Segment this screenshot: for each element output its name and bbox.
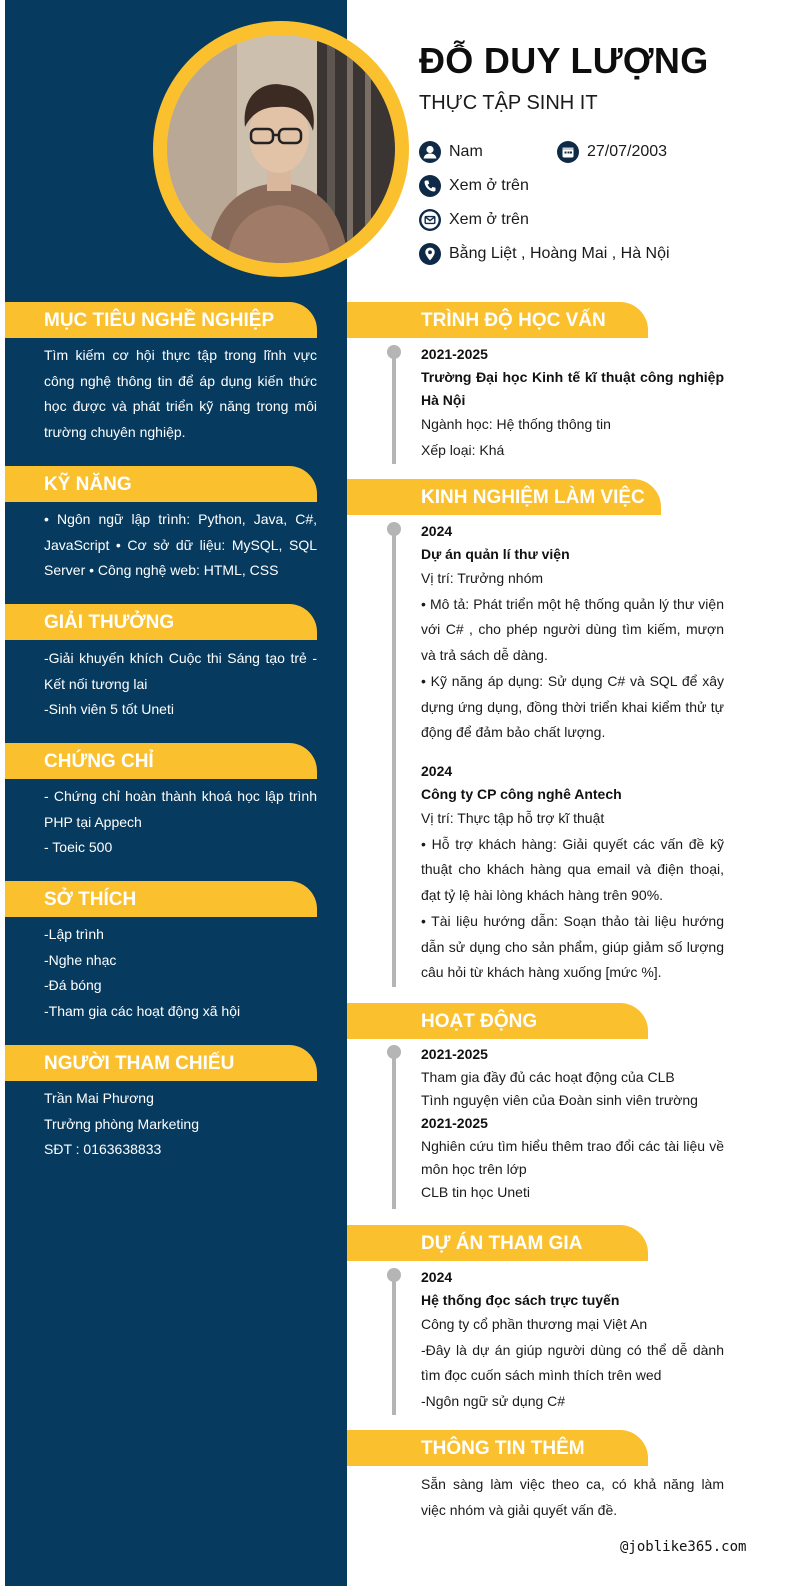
timeline-dot (387, 522, 401, 536)
objective-heading (5, 302, 317, 338)
project-year: 2024 (421, 1269, 453, 1285)
projects-heading-text: DỰ ÁN THAM GIA (421, 1233, 583, 1254)
education-heading-text: TRÌNH ĐỘ HỌC VẤN (421, 310, 606, 331)
timeline-dot (387, 1045, 401, 1059)
extra-text: Sẵn sàng làm việc theo ca, có khả năng làm việc nhóm và giải quyết vấn đề. (421, 1476, 724, 1518)
education-rank: Xếp loại: Khá (421, 441, 505, 458)
experience-description: • Mô tả: Phát triển một hệ thống quản lý thư viện với C# , cho phép người dùng tìm kiếm, mượn và trả sách dễ dàng. (421, 595, 724, 664)
project-name: Hệ thống đọc sách trực tuyến (421, 1292, 620, 1308)
certificates-heading (5, 743, 317, 779)
hobby-item: -Nghe nhạc (44, 951, 117, 968)
activity-period: 2021-2025 (421, 1046, 488, 1062)
award-item: -Sinh viên 5 tốt Uneti (44, 701, 174, 718)
activity-item: Nghiên cứu tìm hiểu thêm trao đổi các tài liệu về môn học trên lớp (421, 1138, 724, 1177)
certificate-item: - Toeic 500 (44, 839, 113, 856)
objective-text: Tìm kiếm cơ hội thực tập trong lĩnh vực công nghệ thông tin để áp dụng kiến thức học được và phát triển kỹ năng trong môi trường chuyên nghiệp. (44, 347, 317, 441)
projects-timeline (392, 1275, 396, 1415)
phone-icon (419, 175, 441, 197)
certificates-heading-text: CHỨNG CHỈ (44, 751, 154, 772)
address-row (419, 243, 670, 265)
experience-heading-text: KINH NGHIỆM LÀM VIỆC (421, 487, 645, 508)
activities-heading (347, 1003, 648, 1039)
hobby-item: -Đá bóng (44, 977, 102, 994)
award-item: -Giải khuyến khích Cuộc thi Sáng tạo trẻ - Kết nối tương lai (44, 650, 317, 692)
awards-heading-text: GIẢI THƯỞNG (44, 612, 175, 633)
certificate-item: - Chứng chỉ hoàn thành khoá học lập trình PHP tại Appech (44, 788, 317, 830)
extra-heading (347, 1430, 648, 1466)
project-company: Công ty cổ phần thương mại Việt An (421, 1316, 648, 1332)
skills-body (44, 507, 317, 584)
reference-title: Trưởng phòng Marketing (44, 1115, 199, 1132)
extra-body (421, 1472, 724, 1523)
gender-row (419, 141, 483, 163)
extra-heading-text: THÔNG TIN THÊM (421, 1438, 585, 1459)
gender-value: Nam (449, 143, 483, 160)
education-school: Trường Đại học Kinh tế kĩ thuật công nghiệp Hà Nội (421, 369, 724, 408)
hobbies-heading-text: SỞ THÍCH (44, 889, 137, 910)
projects-body (421, 1266, 724, 1415)
activities-heading-text: HOẠT ĐỘNG (421, 1011, 538, 1032)
hobby-item: -Tham gia các hoạt động xã hội (44, 1003, 241, 1020)
education-timeline (392, 352, 396, 464)
avatar-photo (167, 35, 395, 263)
experience-position: Vị trí: Trưởng nhóm (421, 570, 544, 586)
references-heading (5, 1045, 317, 1081)
project-description: -Đây là dự án giúp người dùng có thể dễ dành tìm đọc cuốn sách mình thích trên wed (421, 1341, 724, 1384)
email-value: Xem ở trên (449, 211, 529, 228)
activity-period: 2021-2025 (421, 1115, 488, 1131)
experience-name: Công ty CP công nghê Antech (421, 786, 622, 802)
project-language: -Ngôn ngữ sử dụng C# (421, 1393, 566, 1410)
experience-year: 2024 (421, 523, 453, 539)
experience-skills: • Kỹ năng áp dụng: Sử dụng C# và SQL để xây dựng ứng dụng, đồng thời triển khai kiểm thử tự động để đảm bảo chất lượng. (421, 672, 724, 741)
phone-value: Xem ở trên (449, 177, 529, 194)
mail-icon (419, 209, 441, 231)
references-heading-text: NGƯỜI THAM CHIẾU (44, 1053, 235, 1074)
activity-item: Tham gia đầy đủ các hoạt động của CLB (421, 1069, 675, 1085)
user-icon (419, 141, 441, 163)
footer-watermark: @joblike365.com (620, 1539, 747, 1555)
experience-year: 2024 (421, 763, 453, 779)
experience-item-2 (421, 760, 724, 986)
timeline-dot (387, 345, 401, 359)
hobbies-heading (5, 881, 317, 917)
education-body (421, 343, 724, 463)
experience-name: Dự án quản lí thư viện (421, 546, 570, 562)
experience-position: Vị trí: Thực tập hỗ trợ kĩ thuật (421, 810, 605, 826)
objective-heading-text: MỤC TIÊU NGHỀ NGHIỆP (44, 310, 275, 331)
experience-description: • Hỗ trợ khách hàng: Giải quyết các vấn đề kỹ thuật cho khách hàng qua email và điện thoại, đạt tỷ lệ hài lòng khách hàng trên 90%. (421, 835, 724, 904)
experience-heading (347, 479, 661, 515)
references-body (44, 1086, 317, 1163)
reference-name: Trần Mai Phương (44, 1090, 154, 1106)
activities-body (421, 1043, 724, 1204)
candidate-name: ĐỖ DUY LƯỢNG (419, 40, 709, 81)
education-period: 2021-2025 (421, 346, 488, 362)
hobbies-body (44, 922, 317, 1025)
email-row (419, 209, 529, 231)
certificates-body (44, 784, 317, 861)
skills-text: • Ngôn ngữ lập trình: Python, Java, C#, JavaScript • Cơ sở dữ liệu: MySQL, SQL Server • Công nghệ web: HTML, CSS (44, 511, 317, 579)
calendar-icon (557, 141, 579, 163)
activities-timeline (392, 1052, 396, 1209)
activity-item: CLB tin học Uneti (421, 1184, 530, 1200)
birthday-value: 27/07/2003 (587, 143, 668, 160)
timeline-dot (387, 1268, 401, 1282)
education-major: Ngành học: Hệ thống thông tin (421, 416, 611, 432)
hobby-item: -Lập trình (44, 926, 104, 942)
skills-heading-text: KỸ NĂNG (44, 474, 132, 495)
avatar (167, 35, 395, 263)
experience-timeline (392, 529, 396, 987)
projects-heading (347, 1225, 648, 1261)
experience-item-1 (421, 520, 724, 746)
awards-heading (5, 604, 317, 640)
address-value: Bằng Liệt , Hoàng Mai , Hà Nội (449, 245, 670, 262)
objective-body (44, 343, 317, 446)
activity-item: Tình nguyện viên của Đoàn sinh viên trường (421, 1092, 698, 1108)
skills-heading (5, 466, 317, 502)
phone-row (419, 175, 529, 197)
birthday-row (557, 141, 667, 163)
education-heading (347, 302, 648, 338)
experience-description: • Tài liệu hướng dẫn: Soạn thảo tài liệu hướng dẫn sử dụng cho sản phẩm, giúp giảm số lượng câu hỏi từ khách hàng xuống [mức %]. (421, 912, 724, 981)
awards-body (44, 646, 317, 723)
candidate-role: THỰC TẬP SINH IT (419, 92, 598, 114)
reference-phone: SĐT : 0163638833 (44, 1141, 162, 1158)
location-icon (419, 243, 441, 265)
